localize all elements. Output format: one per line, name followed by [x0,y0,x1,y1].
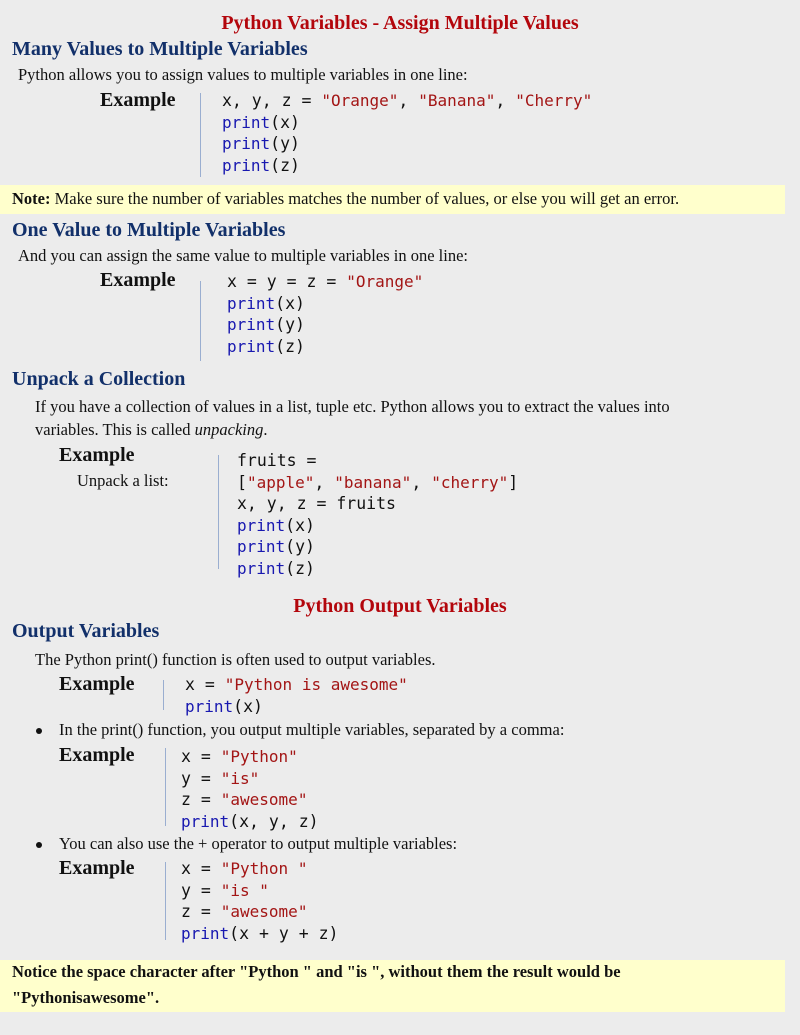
code-text: y = [181,880,221,900]
bullet-icon [36,728,42,734]
code-block [181,746,319,832]
code-text: (x + y + z) [229,923,339,943]
code-text: z = [181,790,221,809]
code-line [181,768,319,790]
paragraph: The Python print() function is often used to output variables. [35,650,436,669]
paragraph: Python allows you to assign values to multiple variables in one line: [18,65,468,84]
code-keyword: print [222,155,271,175]
paragraph: If you have a collection of values in a list, tuple etc. Python allows you to extract the values into [35,397,670,416]
heading-unpack: Unpack a Collection [12,368,186,390]
example-label: Example [59,744,135,766]
code-string: "awesome" [220,902,308,921]
code-string: "Python is awesome" [224,675,408,694]
code-keyword: print [227,336,276,356]
code-text: [ [237,472,247,492]
code-line [222,90,592,112]
code-keyword: print [237,558,286,578]
code-text: (z) [275,336,305,356]
bullet-text: You can also use the + operator to output multiple variables: [59,834,458,853]
code-string: "Orange" [321,91,399,110]
code-text: ] [508,472,519,492]
example-label: Example [100,89,176,111]
emphasis: unpacking [194,420,264,439]
code-keyword: print [227,293,276,313]
note-box [0,960,785,1012]
paragraph: variables. This is called unpacking. [35,420,268,439]
code-line [237,472,518,494]
example-label: Example [59,673,135,695]
bullet-icon [36,842,42,848]
code-keyword: print [222,112,271,132]
code-line [181,901,338,923]
code-keyword: print [181,923,230,943]
note-text: "Pythonisawesome". [12,988,160,1007]
code-divider [163,680,164,710]
code-line [181,789,319,811]
code-text: (y) [285,537,315,556]
note-text: Notice the space character after "Python " and "is ", without them the result would be [12,962,621,981]
code-string: "is " [220,880,269,900]
code-divider [165,862,166,940]
heading-one-value: One Value to Multiple Variables [12,219,286,241]
code-text: , [398,91,419,110]
code-line [237,515,518,537]
code-text: x, y, z = fruits [237,494,396,513]
code-text: x = [181,747,221,766]
code-line [227,271,423,293]
code-string: "Python " [220,859,308,878]
example-label: Example [59,857,135,879]
bullet-text: In the print() function, you output multiple variables, separated by a comma: [59,720,565,739]
code-line [222,112,592,134]
code-text: (x) [275,293,305,313]
code-line [237,536,518,558]
code-text: x = [185,675,225,694]
code-line [222,155,592,177]
code-line [181,923,338,945]
code-string: "Orange" [346,272,424,291]
code-line [185,674,408,696]
code-text: (z) [285,558,315,578]
code-text: , [495,91,516,110]
section-title: Python Output Variables [293,595,507,617]
code-string: "banana" [334,472,412,492]
code-keyword: print [237,515,286,535]
code-keyword: print [237,537,286,556]
code-line [181,811,319,833]
code-keyword: print [222,134,271,153]
code-line [227,336,423,358]
note-label: Note: [12,189,51,208]
note-text: Make sure the number of variables matches the number of values, or else you will get an error. [50,189,680,208]
code-text: (y) [275,315,305,334]
code-text: fruits = [237,451,317,470]
code-string: "is" [220,768,260,788]
code-divider [200,93,201,177]
code-text: (y) [270,134,300,153]
heading-output-variables: Output Variables [12,620,160,642]
code-block [181,858,338,944]
note-box [0,185,785,214]
code-line [222,133,592,155]
code-string: "Banana" [418,91,496,110]
code-text: , [314,472,335,492]
code-line [227,293,423,315]
example-label: Example [100,269,176,291]
code-line [181,746,319,768]
code-divider [200,281,201,361]
code-text: (x) [285,515,315,535]
code-string: "awesome" [220,790,308,809]
code-divider [165,748,166,826]
code-line [181,880,338,902]
heading-many-values: Many Values to Multiple Variables [12,38,308,60]
code-block [222,90,592,176]
code-text: (x) [233,696,263,716]
code-line [237,493,518,515]
page-title: Python Variables - Assign Multiple Values [221,12,579,34]
code-divider [218,455,219,569]
code-string: "apple" [246,472,315,492]
code-keyword: print [181,811,230,831]
paragraph: And you can assign the same value to multiple variables in one line: [18,246,468,265]
code-block [185,674,408,717]
code-line [181,858,338,880]
code-text: x = y = z = [227,272,347,291]
example-caption: Unpack a list: [77,471,169,490]
code-text: , [411,472,432,492]
code-string: "Python" [220,747,298,766]
code-keyword: print [185,696,234,716]
code-text: x = [181,859,221,878]
code-line [237,450,518,472]
code-block [227,271,423,357]
code-string: "Cherry" [515,91,593,110]
code-block [237,450,518,579]
code-text: (x) [270,112,300,132]
code-string: "cherry" [431,472,509,492]
code-text: x, y, z = [222,91,322,110]
code-line [237,558,518,580]
example-label: Example [59,444,135,466]
code-line [185,696,408,718]
code-text: z = [181,902,221,921]
code-text: y = [181,768,221,788]
code-text: (z) [270,155,300,175]
code-text: (x, y, z) [229,811,319,831]
code-keyword: print [227,315,276,334]
code-line [227,314,423,336]
